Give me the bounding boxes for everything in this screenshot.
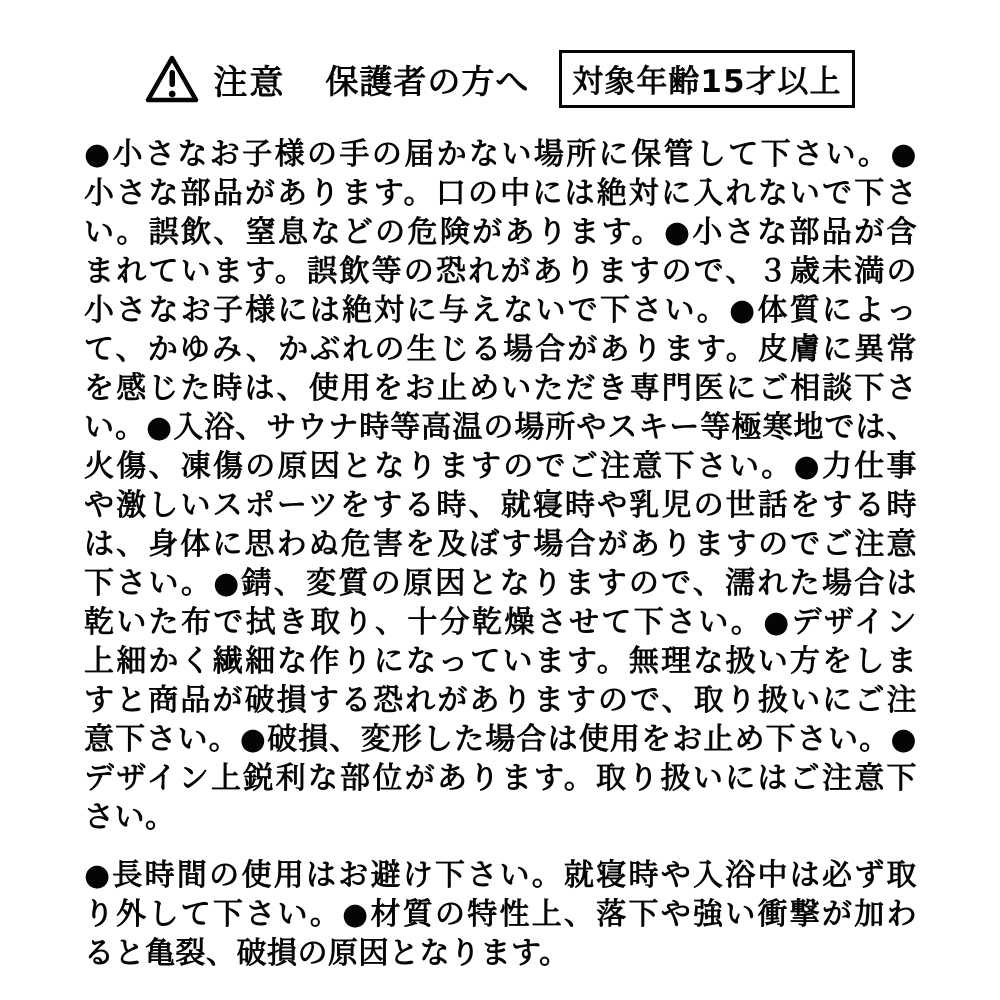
notice-subtitle: 保護者の方へ	[325, 61, 530, 101]
notice-line: 下さい。●錆、変質の原因となりますので、濡れた場合は	[84, 566, 917, 601]
notice-line: を感じた時は、使用をお止めいただき専門医にご相談下さ	[84, 371, 917, 406]
notice-line: 小さなお子様には絶対に与えないで下さい。●体質によっ	[84, 293, 917, 328]
notice-line: デザイン上鋭利な部位があります。取り扱いにはご注意下	[84, 761, 917, 796]
notice-line: 上細かく繊細な作りになっています。無理な扱い方をしま	[84, 644, 917, 679]
notice-line: や激しいスポーツをする時、就寝時や乳児の世話をする時	[84, 488, 917, 523]
notice-line: ●長時間の使用はお避け下さい。就寝時や入浴中は必ず取	[84, 858, 917, 893]
notice-line: い。誤飲、窒息などの危険があります。●小さな部品が含	[84, 215, 917, 250]
notice-paragraph-2	[84, 856, 917, 973]
warning-triangle-icon	[145, 55, 199, 103]
age-restriction-box: 対象年齢15才以上	[559, 50, 854, 108]
notice-line: 意下さい。●破損、変形した場合は使用をお止め下さい。●	[84, 722, 917, 757]
notice-line: て、かゆみ、かぶれの生じる場合があります。皮膚に異常	[84, 332, 917, 367]
notice-line: 乾いた布で拭き取り、十分乾燥させて下さい。●デザイン	[84, 605, 917, 640]
notice-line: さい。	[84, 800, 176, 835]
notice-line: ●小さなお子様の手の届かない場所に保管して下さい。●	[84, 137, 917, 172]
notice-paragraph-1	[84, 135, 917, 837]
notice-line: 小さな部品があります。口の中には絶対に入れないで下さ	[84, 176, 917, 211]
notice-line: り外して下さい。●材質の特性上、落下や強い衝撃が加わ	[84, 897, 917, 932]
notice-line: い。●入浴、サウナ時等高温の場所やスキー等極寒地では、	[84, 410, 917, 445]
notice-line: ると亀裂、破損の原因となります。	[84, 936, 570, 971]
notice-line: すと商品が破損する恐れがありますので、取り扱いにご注	[84, 683, 917, 718]
notice-line: 火傷、凍傷の原因となりますのでご注意下さい。●力仕事	[84, 449, 917, 484]
notice-title: 注意	[213, 62, 286, 103]
notice-header	[0, 0, 1000, 108]
notice-body	[84, 135, 917, 973]
notice-line: は、身体に思わぬ危害を及ぼす場合がありますのでご注意	[84, 527, 917, 562]
notice-line: まれています。誤飲等の恐れがありますので、３歳未満の	[84, 254, 917, 289]
